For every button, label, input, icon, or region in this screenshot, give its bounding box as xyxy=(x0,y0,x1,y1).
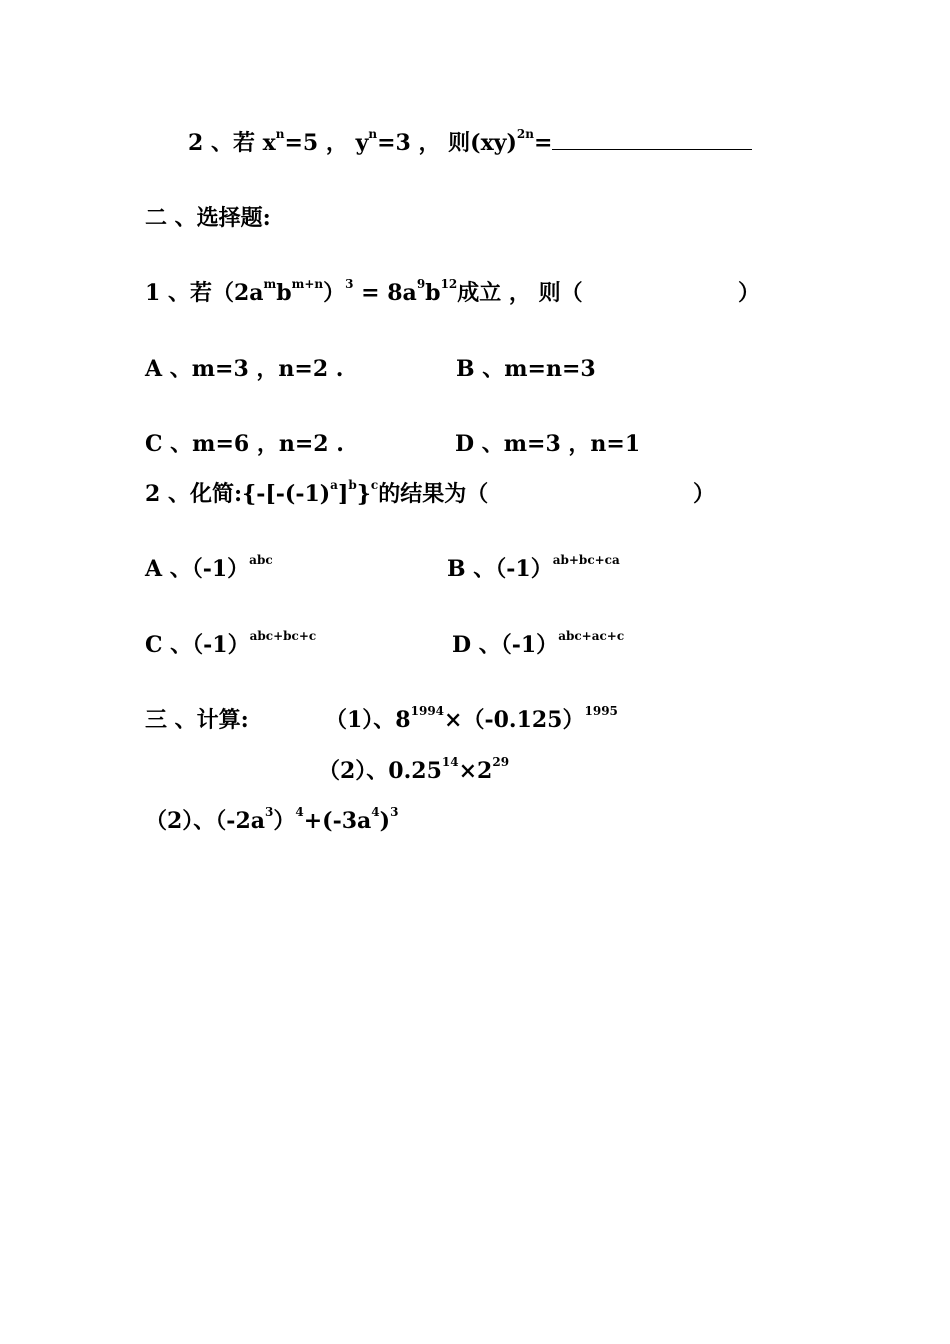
choice-question-1-close-paren xyxy=(738,278,760,308)
calc-problem-1 xyxy=(325,705,618,735)
exponent: 12 xyxy=(440,276,458,291)
option-text: B 、（-1） xyxy=(447,556,553,582)
exponent: abc+bc+c xyxy=(249,628,317,643)
paren: ） xyxy=(273,808,296,834)
option-b xyxy=(447,554,620,584)
exponent: 29 xyxy=(492,754,510,769)
exponent: 2n xyxy=(516,126,534,141)
section-title: 二 、选择题: xyxy=(145,205,271,231)
option-text: B 、m=n=3 xyxy=(456,356,596,382)
option-c xyxy=(145,429,344,459)
section-title-calc xyxy=(145,705,249,735)
exponent: m+n xyxy=(291,276,324,291)
paren: ） xyxy=(693,481,716,507)
option-d xyxy=(455,429,640,459)
exponent: 3 xyxy=(265,804,274,819)
exponent: abc+ac+c xyxy=(558,628,625,643)
section-title: 三 、计算: xyxy=(145,707,249,733)
option-text: D 、（-1） xyxy=(452,632,559,658)
calc-problem-2 xyxy=(318,756,509,786)
question-text: 1 、若（2a xyxy=(145,280,264,306)
exponent: a xyxy=(330,477,338,492)
bracket: ] xyxy=(337,481,349,507)
exponent: n xyxy=(275,126,285,141)
answer-blank xyxy=(552,129,752,150)
section-title-choice xyxy=(145,203,271,233)
question-text: =3 ， 则(xy) xyxy=(377,130,517,156)
brace: } xyxy=(356,481,371,507)
exponent: abc xyxy=(249,552,273,567)
exponent: 3 xyxy=(390,804,399,819)
exponent: ab+bc+ca xyxy=(552,552,620,567)
question-text: 的结果为（ xyxy=(378,481,489,507)
paren: ） xyxy=(323,280,346,306)
option-b xyxy=(456,354,596,384)
choice-question-1 xyxy=(145,278,583,308)
problem-text: （2）、（-2a xyxy=(145,808,266,834)
option-text: C 、m=6 ，n=2 . xyxy=(145,431,344,457)
option-text: A 、m=3 ，n=2 . xyxy=(145,356,344,382)
fill-question-2 xyxy=(188,128,752,158)
choice-question-2-close-paren xyxy=(693,479,715,509)
option-a xyxy=(145,554,273,584)
variable-b: b xyxy=(276,280,292,306)
exponent: 1994 xyxy=(410,703,445,718)
exponent: 1995 xyxy=(584,703,618,718)
problem-text: （2）、0.25 xyxy=(318,758,442,784)
choice-question-2 xyxy=(145,479,488,509)
option-text: D 、m=3 ，n=1 xyxy=(455,431,641,457)
calc-problem-3 xyxy=(145,806,398,836)
option-d xyxy=(452,630,624,660)
question-number: 2 xyxy=(188,130,204,156)
exponent: m xyxy=(263,276,277,291)
problem-text: ×（-0.125） xyxy=(444,707,585,733)
question-text: =5 ， xyxy=(284,130,356,156)
option-text: C 、（-1） xyxy=(145,632,250,658)
question-text: 、若 xyxy=(203,130,263,156)
exponent: 4 xyxy=(371,804,380,819)
paren: ） xyxy=(738,280,761,306)
exponent: b xyxy=(348,477,357,492)
exponent: 9 xyxy=(416,276,426,291)
exponent: 3 xyxy=(345,276,354,291)
equals-sign: = xyxy=(533,130,553,156)
exponent: 14 xyxy=(441,754,459,769)
option-c xyxy=(145,630,316,660)
variable-y: y xyxy=(355,130,369,156)
option-a xyxy=(145,354,343,384)
variable-b: b xyxy=(425,280,441,306)
problem-text: +(-3a xyxy=(303,808,372,834)
option-text: A 、（-1） xyxy=(145,556,250,582)
exponent: n xyxy=(368,126,378,141)
problem-text: （1）、8 xyxy=(325,707,411,733)
question-text: 2 、化简:{-[-(-1) xyxy=(145,481,331,507)
question-text: 成立 ， 则（ xyxy=(457,280,583,306)
question-text: = 8a xyxy=(353,280,417,306)
problem-text: ×2 xyxy=(458,758,493,784)
exponent: c xyxy=(370,477,379,492)
variable-x: x xyxy=(262,130,276,156)
paren: ) xyxy=(379,808,391,834)
exponent: 4 xyxy=(295,804,304,819)
